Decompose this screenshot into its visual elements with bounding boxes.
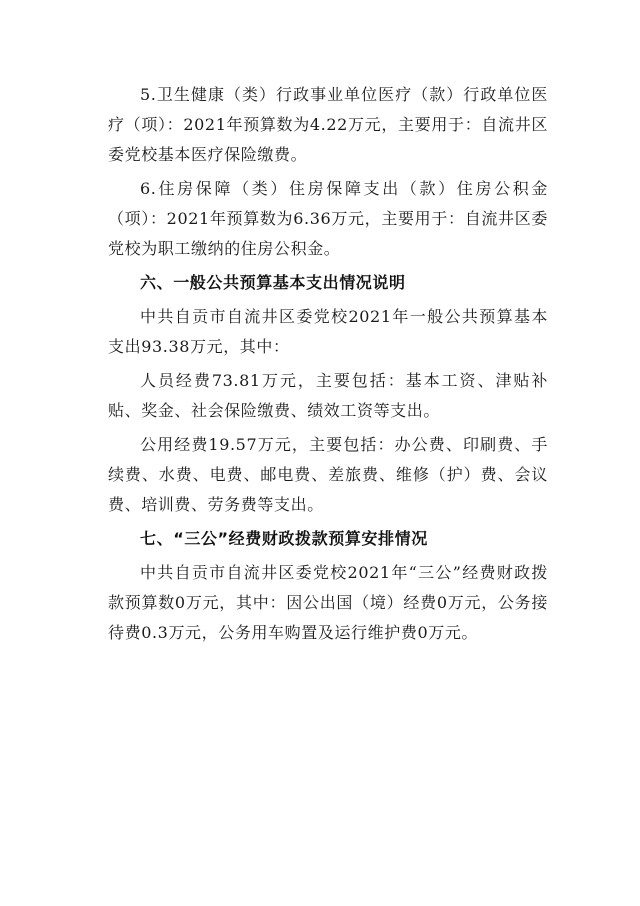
paragraph-personnel-expenses: 人员经费73.81万元，主要包括：基本工资、津贴补贴、奖金、社会保险缴费、绩效工资等支出。: [108, 371, 548, 420]
section-heading-basic-expenditure: 六、一般公共预算基本支出情况说明: [140, 273, 406, 292]
paragraph-basic-expenditure-total: 中共自贡市自流井区委党校2021年一般公共预算基本支出93.38万元，其中：: [108, 307, 548, 356]
paragraph-medical-insurance: 5.卫生健康（类）行政事业单位医疗（款）行政单位医疗（项）：2021年预算数为4.22万元，主要用于：自流井区委党校基本医疗保险缴费。: [108, 85, 548, 164]
paragraph-housing-fund: 6.住房保障（类）住房保障支出（款）住房公积金（项）：2021年预算数为6.36万元，主要用于：自流井区委党校为职工缴纳的住房公积金。: [108, 179, 548, 258]
section-heading-three-public: 七、“三公”经费财政拨款预算安排情况: [140, 529, 428, 548]
document-body: [108, 80, 548, 648]
paragraph-public-expenses: 公用经费19.57万元，主要包括：办公费、印刷费、手续费、水费、电费、邮电费、差旅费、维修（护）费、会议费、培训费、劳务费等支出。: [108, 435, 548, 514]
paragraph-three-public-details: 中共自贡市自流井区委党校2021年“三公”经费财政拨款预算数0万元，其中：因公出国（境）经费0万元，公务接待费0.3万元，公务用车购置及运行维护费0万元。: [108, 563, 548, 642]
